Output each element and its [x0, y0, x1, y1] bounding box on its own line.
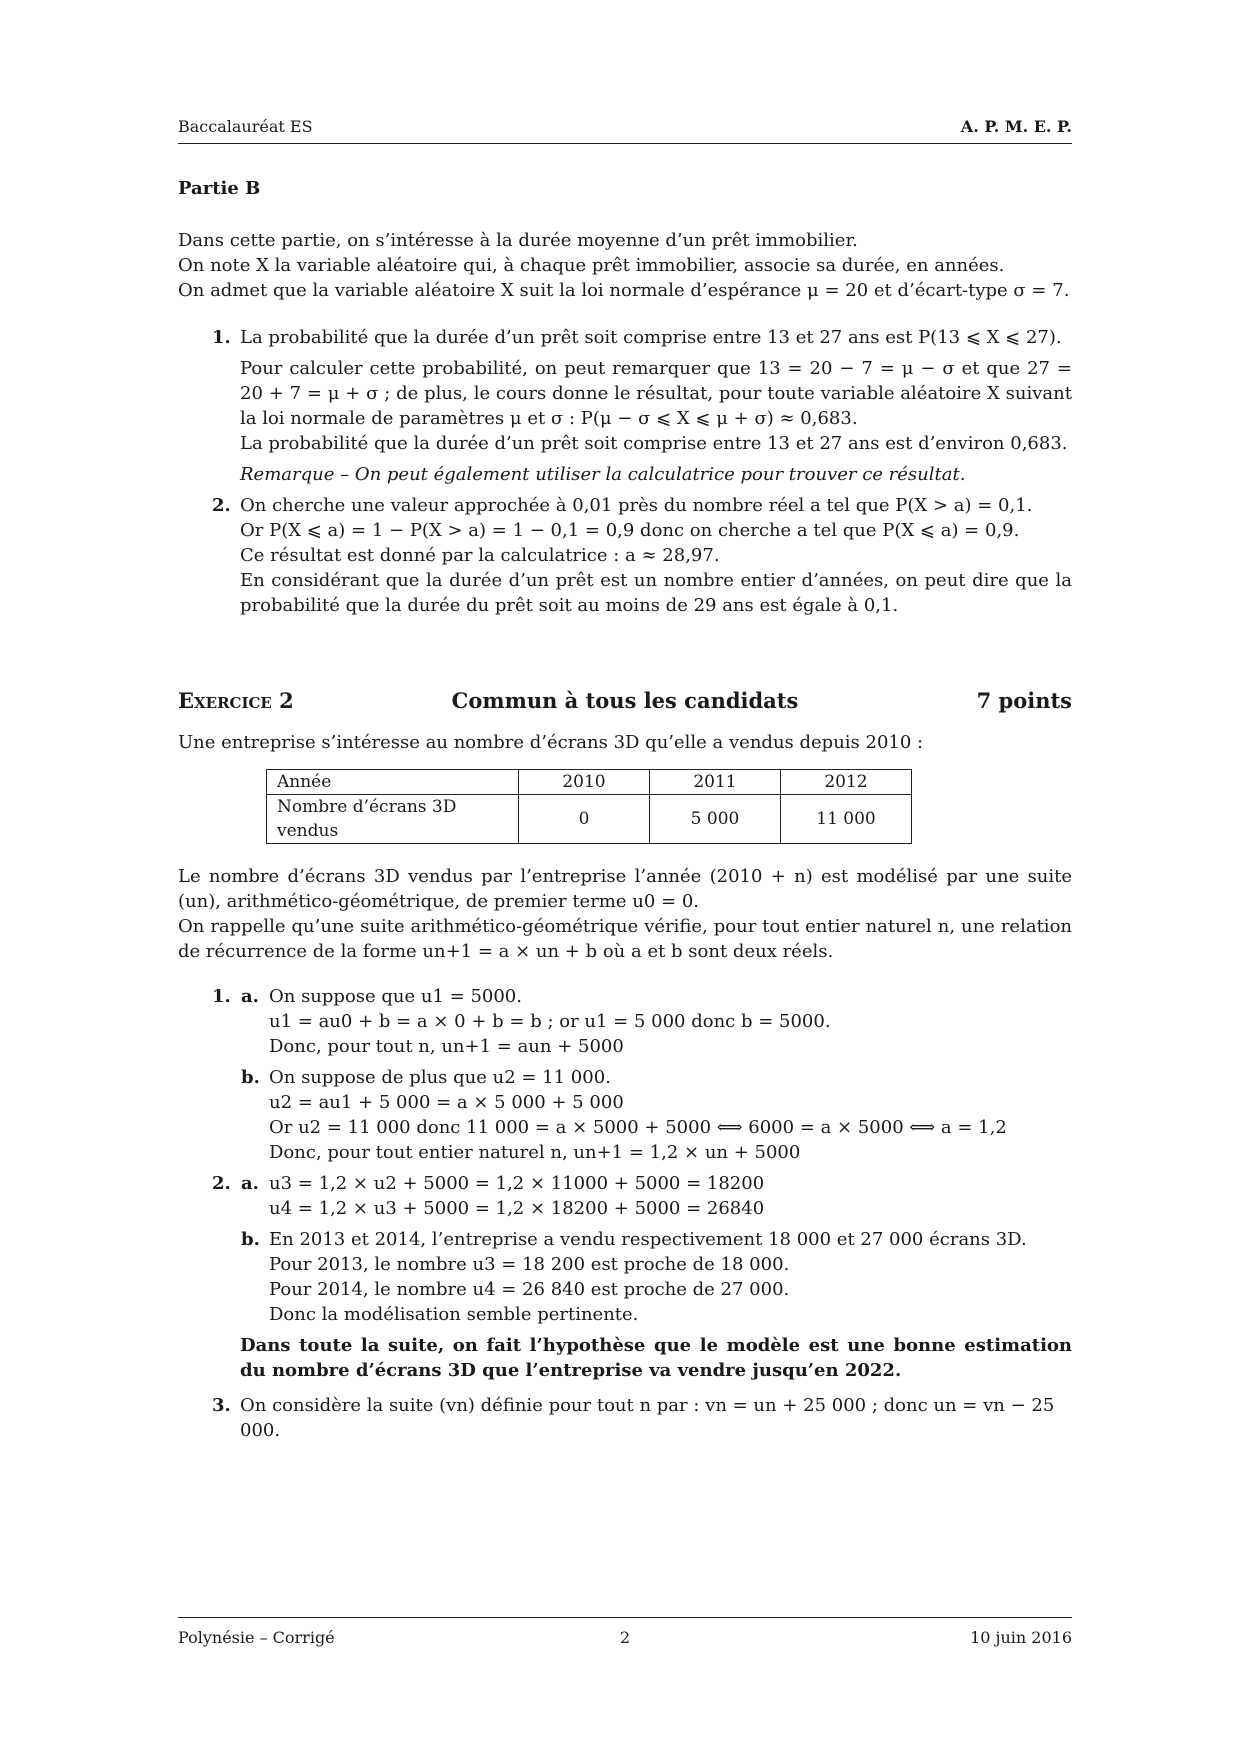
hypothesis-text: Dans toute la suite, on fait l’hypothèse que le modèle est une bonne estimation du nombre d’écrans 3D que l’entreprise va vendre jusqu’en 2022. [240, 1335, 1072, 1381]
table-cell: 0 [519, 795, 650, 844]
q1a-line-1: On suppose que u1 = 5000. [269, 986, 522, 1007]
question-number: 3. [212, 1395, 231, 1416]
q1-line-2: Pour calculer cette probabilité, on peut remarquer que 13 = 20 − 7 = μ − σ et que 27 = 20 + 7 = μ + σ ; de plus, le cours donne le résultat, pour toute variable aléatoire X suivant la loi normale de paramètres μ et σ : P(μ − σ ⩽ X ⩽ μ + σ) ≈ 0,683. [240, 358, 1072, 429]
table-row [267, 795, 912, 844]
q2-line-1: On cherche une valeur approchée à 0,01 près du nombre réel a tel que P(X > a) = 0,1. [240, 495, 1033, 516]
hypothesis-block [178, 1333, 1072, 1383]
exercise-2-title [178, 688, 1072, 718]
q2b-line-3: Pour 2014, le nombre u4 = 26 840 est proche de 27 000. [269, 1279, 790, 1300]
question-number: 2. [212, 495, 231, 516]
exercise-2-text-2: On rappelle qu’une suite arithmético-géométrique vérifie, pour tout entier naturel n, une relation de récurrence de la forme un+1 = a × un + b où a et b sont deux réels. [178, 916, 1072, 962]
exercise-2-text-1: Le nombre d’écrans 3D vendus par l’entreprise l’année (2010 + n) est modélisé par une suite (un), arithmético-géométrique, de premier terme u0 = 0. [178, 866, 1072, 912]
exercise-subtitle: Commun à tous les candidats [451, 688, 799, 713]
q1b-line-1: On suppose de plus que u2 = 11 000. [269, 1067, 611, 1088]
q1a-line-3: Donc, pour tout n, un+1 = aun + 5000 [269, 1036, 624, 1057]
exercise-label: Exercice 2 [178, 688, 294, 713]
table-cell: 11 000 [781, 795, 912, 844]
partie-b-intro-2: On note X la variable aléatoire qui, à chaque prêt immobilier, associe sa durée, en années. [178, 255, 1005, 276]
q2-line-3: Ce résultat est donné par la calculatrice : a ≈ 28,97. [240, 545, 720, 566]
q3-text: On considère la suite (vn) définie pour tout n par : vn = un + 25 000 ; donc un = vn − 25 000. [240, 1395, 1055, 1441]
page [178, 0, 1072, 1754]
partie-b-intro-1: Dans cette partie, on s’intéresse à la durée moyenne d’un prêt immobilier. [178, 230, 858, 251]
footer-date: 10 juin 2016 [970, 1628, 1072, 1647]
page-header [178, 117, 1072, 144]
header-left: Baccalauréat ES [178, 117, 313, 136]
main-content [178, 176, 1072, 1443]
q2b-line-2: Pour 2013, le nombre u3 = 18 200 est proche de 18 000. [269, 1254, 790, 1275]
q1-line-3: La probabilité que la durée d’un prêt soit comprise entre 13 et 27 ans est d’environ 0,683. [240, 433, 1068, 454]
question-1a [178, 984, 1072, 1059]
question-letter: a. [241, 986, 259, 1007]
question-number: 1. [212, 327, 231, 348]
footer-left: Polynésie – Corrigé [178, 1628, 335, 1647]
table-cell: Nombre d’écrans 3D vendus [267, 795, 519, 844]
question-2b [178, 1227, 1072, 1327]
question-number: 2. [212, 1173, 231, 1194]
exercise-2-intro: Une entreprise s’intéresse au nombre d’écrans 3D qu’elle a vendus depuis 2010 : [178, 732, 924, 753]
table-cell: 5 000 [650, 795, 781, 844]
question-1 [178, 325, 1072, 487]
question-letter: a. [241, 1173, 259, 1194]
question-letter: b. [241, 1229, 260, 1250]
table-cell: 2010 [519, 770, 650, 795]
page-footer [178, 1617, 1072, 1648]
q1-line-1: La probabilité que la durée d’un prêt soit comprise entre 13 et 27 ans est P(13 ⩽ X ⩽ 27). [240, 327, 1062, 348]
question-number: 1. [212, 986, 231, 1007]
partie-b-title: Partie B [178, 178, 261, 199]
question-1b [178, 1065, 1072, 1165]
q1a-line-2: u1 = au0 + b = a × 0 + b = b ; or u1 = 5 000 donc b = 5000. [269, 1011, 831, 1032]
page-number: 2 [619, 1628, 631, 1647]
question-2 [178, 493, 1072, 618]
header-right: A. P. M. E. P. [960, 117, 1072, 136]
sales-table [266, 769, 912, 844]
q2-line-2: Or P(X ⩽ a) = 1 − P(X > a) = 1 − 0,1 = 0,9 donc on cherche a tel que P(X ⩽ a) = 0,9. [240, 520, 1020, 541]
table-row [267, 770, 912, 795]
q1b-line-2: u2 = au1 + 5 000 = a × 5 000 + 5 000 [269, 1092, 624, 1113]
partie-b-intro-3: On admet que la variable aléatoire X suit la loi normale d’espérance μ = 20 et d’écart-type σ = 7. [178, 280, 1070, 301]
table-cell: Année [267, 770, 519, 795]
table-cell: 2011 [650, 770, 781, 795]
question-2a [178, 1171, 1072, 1221]
q2a-line-2: u4 = 1,2 × u3 + 5000 = 1,2 × 18200 + 5000 = 26840 [269, 1198, 765, 1219]
question-letter: b. [241, 1067, 260, 1088]
q1-remark: Remarque – On peut également utiliser la calculatrice pour trouver ce résultat. [240, 464, 966, 485]
q2a-line-1: u3 = 1,2 × u2 + 5000 = 1,2 × 11000 + 5000 = 18200 [269, 1173, 765, 1194]
table-cell: 2012 [781, 770, 912, 795]
q2b-line-1: En 2013 et 2014, l’entreprise a vendu respectivement 18 000 et 27 000 écrans 3D. [269, 1229, 1027, 1250]
q2-line-4: En considérant que la durée d’un prêt est un nombre entier d’années, on peut dire que la probabilité que la durée du prêt soit au moins de 29 ans est égale à 0,1. [240, 570, 1072, 616]
q1b-line-3: Or u2 = 11 000 donc 11 000 = a × 5000 + 5000 ⟺ 6000 = a × 5000 ⟺ a = 1,2 [269, 1117, 1007, 1138]
q1b-line-4: Donc, pour tout entier naturel n, un+1 = 1,2 × un + 5000 [269, 1142, 801, 1163]
exercise-points: 7 points [976, 688, 1072, 713]
question-3 [178, 1393, 1072, 1443]
q2b-line-4: Donc la modélisation semble pertinente. [269, 1304, 639, 1325]
